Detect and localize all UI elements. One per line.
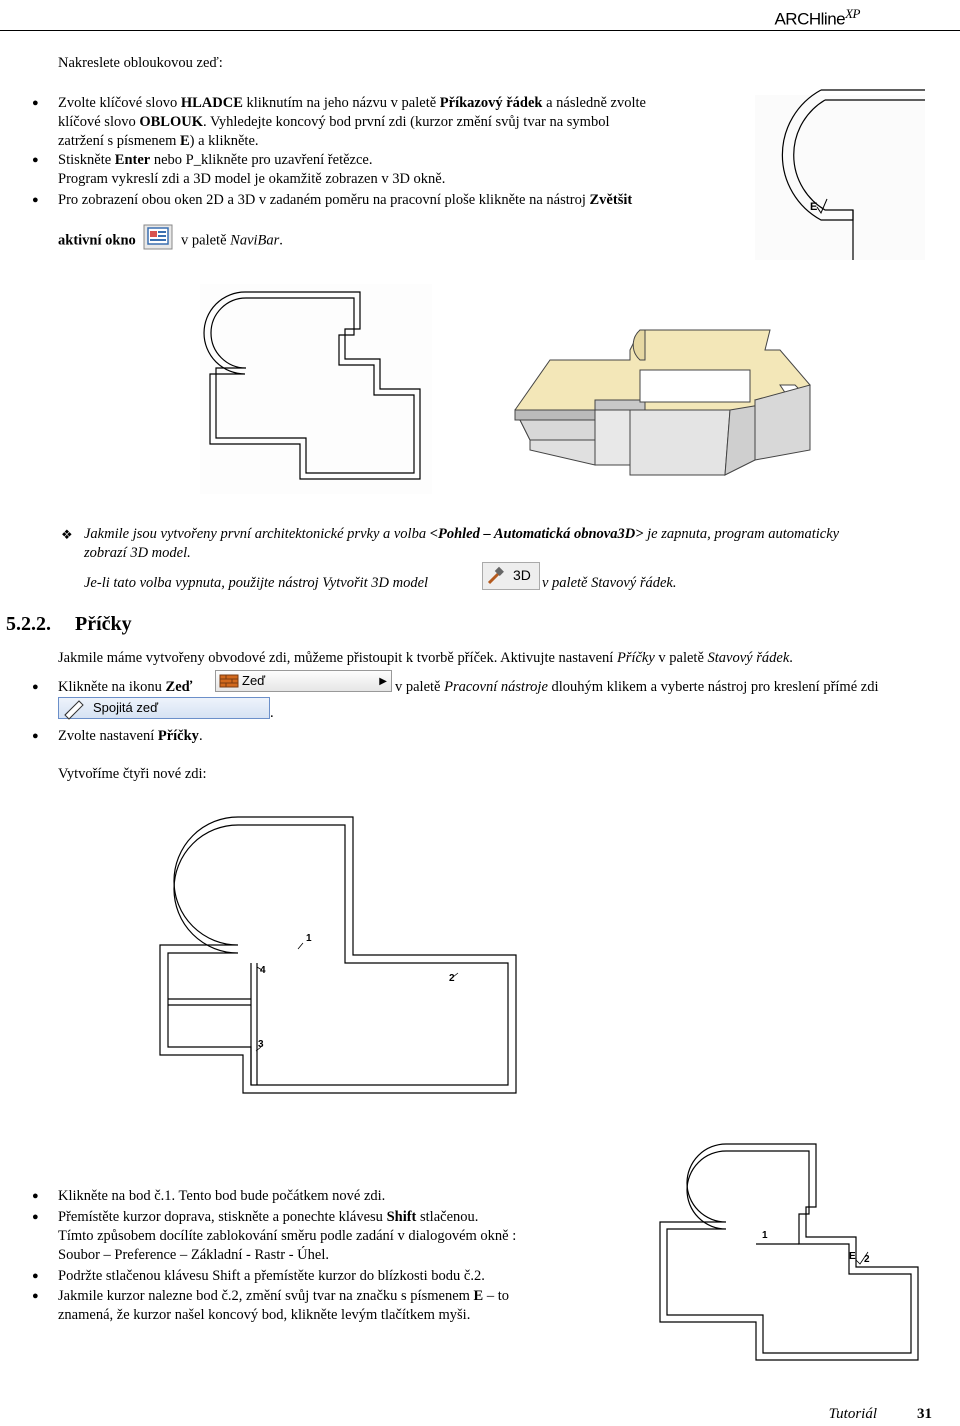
note-line-3-end: v paletě Stavový řádek. [542, 575, 677, 591]
point-label-2: 2 [449, 973, 455, 984]
bullet-icon: ● [32, 681, 39, 693]
step-line: Program vykreslí zdi a 3D model je okamžitě zobrazen v 3D okně. [58, 171, 446, 187]
floor-plan-partitions [158, 815, 528, 1095]
note-diamond-icon: ❖ [61, 527, 73, 542]
note-line-2: zobrazí 3D model. [84, 545, 191, 561]
bullet-icon: ● [32, 1211, 39, 1223]
arc-wall-detail-drawing [755, 95, 925, 260]
floor-plan-2d [200, 284, 432, 494]
step-click-point1: Klikněte na bod č.1. Tento bod bude počátkem nové zdi. [58, 1188, 386, 1204]
step-move-shift-l3: Soubor – Preference – Základní - Rastr - Úhel. [58, 1247, 329, 1263]
active-window-line: aktivní okno v paletě NaviBar. [58, 228, 283, 254]
intro-text: Nakreslete obloukovou zeď: [58, 55, 223, 71]
point-label-1: 1 [306, 933, 312, 944]
create-3d-model-button[interactable] [482, 562, 540, 590]
note-line-1: Jakmile jsou vytvořeny první architektonické prvky a volba <Pohled – Automatická obnova3D> je zapnuta, program automaticky [84, 526, 840, 542]
section-number: 5.2.2. [6, 613, 51, 635]
create-walls-text: Vytvoříme čtyři nové zdi: [58, 766, 207, 782]
click-wall-text-end: v paletě Pracovní nástroje dlouhým klikem a vyberte nástroj pro kreslení přímé zdi [395, 679, 879, 695]
create-3d-label: 3D [513, 567, 531, 583]
footer-label: Tutoriál [828, 1406, 877, 1422]
small-point-label-1: 1 [762, 1230, 768, 1241]
bullet-icon: ● [32, 1290, 39, 1302]
joined-wall-tool-button[interactable] [58, 697, 270, 719]
step-endpoint: Jakmile kurzor nalezne bod č.2, změní svůj tvar na značku s písmenem E – to [58, 1288, 509, 1304]
step-line: Stiskněte Enter nebo P_klikněte pro uzavření řetězce. [58, 152, 373, 168]
flyout-arrow-icon: ▶ [379, 676, 387, 687]
wall-tool-button[interactable] [215, 670, 392, 692]
joined-wall-tool-label: Spojitá zeď [93, 700, 159, 715]
header-rule [0, 30, 960, 31]
click-wall-text: Klikněte na ikonu Zeď [58, 679, 193, 695]
partition-intro: Jakmile máme vytvořeny obvodové zdi, můžeme přistoupit k tvorbě příček. Aktivujte nastavení Příčky v paletě Stavový řádek. [58, 650, 793, 666]
note-line-3: Je-li tato volba vypnuta, použijte nástroj Vytvořit 3D model [84, 575, 429, 591]
bullet-icon: ● [32, 97, 39, 109]
point-label-3: 3 [258, 1039, 264, 1050]
step-move-shift: Přemístěte kurzor doprava, stiskněte a ponechte klávesu Shift stlačenou. [58, 1209, 479, 1225]
endpoint-marker-e: E [810, 201, 818, 213]
section-title: Příčky [75, 613, 132, 635]
bullet-icon: ● [32, 194, 39, 206]
page-footer [829, 1405, 932, 1424]
step-line: zatržení s písmenem E) a klikněte. [58, 133, 259, 149]
brand-logo: ARCHline$^{XP}$ [774, 6, 860, 29]
small-point-label-e: E [849, 1251, 856, 1262]
step-endpoint-l2: znamená, že kurzor našel koncový bod, klikněte levým tlačítkem myši. [58, 1307, 471, 1323]
bullet-icon: ● [32, 1270, 39, 1282]
point-label-4: 4 [260, 965, 266, 976]
bullet-icon: ● [32, 154, 39, 166]
step-line: Pro zobrazení obou oken 2D a 3D v zadaném poměru na pracovní ploše klikněte na nástroj Zvětšit [58, 192, 633, 208]
small-point-label-2: 2 [864, 1254, 870, 1265]
floor-plan-endpoint [656, 1142, 926, 1364]
choose-partitions-text: Zvolte nastavení Příčky. [58, 728, 203, 744]
step-line: Zvolte klíčové slovo HLADCE kliknutím na jeho názvu v paletě Příkazový řádek a následně zvolte [58, 95, 646, 111]
wall-tool-label: Zeď [242, 673, 266, 688]
bullet-icon: ● [32, 730, 39, 742]
step-line: klíčové slovo OBLOUK. Vyhledejte koncový bod první zdi (kurzor změní svůj tvar na symbol [58, 114, 610, 130]
page-number: 31 [917, 1406, 932, 1422]
joined-wall-dot: . [270, 705, 274, 721]
step-hold-shift: Podržte stlačenou klávesu Shift a přemístěte kurzor do blízkosti bodu č.2. [58, 1268, 485, 1284]
step-move-shift-l2: Tímto způsobem docílíte zablokování směru podle zadání v dialogovém okně : [58, 1228, 517, 1244]
bullet-icon: ● [32, 1190, 39, 1202]
floor-plan-3d [510, 310, 810, 500]
zoom-active-window-icon[interactable] [143, 224, 173, 250]
active-window-label: aktivní okno [58, 232, 136, 249]
